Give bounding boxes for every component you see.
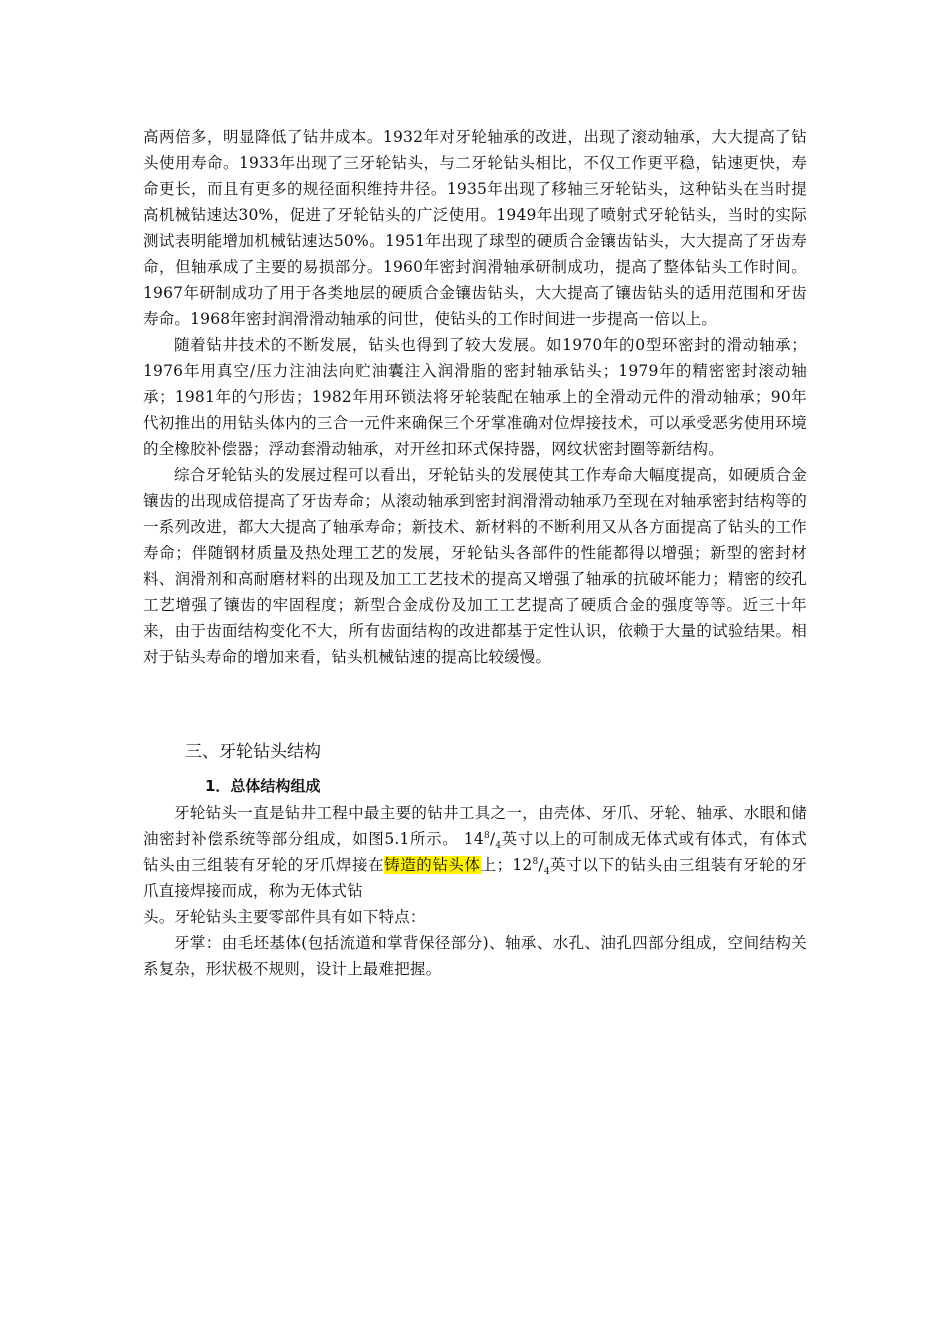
history-paragraph-1: 高两倍多，明显降低了钻井成本。1932年对牙轮轴承的改进，出现了滚动轴承，大大提高了钻头使用寿命。1933年出现了三牙轮钻头，与二牙轮钻头相比，不仅工作更平稳，钻速更快，寿命更长，而且有更多的规径面积维持井径。1935年出现了移轴三牙轮钻头，这种钻头在当时提高机械钻速达30%，促进了牙轮钻头的广泛使用。1949年出现了喷射式牙轮钻头，当时的实际测试表明能增加机械钻速达50%。1951年出现了球型的硬质合金镶齿钻头，大大提高了牙齿寿命，但轴承成了主要的易损部分。1960年密封润滑轴承研制成功，提高了整体钻头工作时间。1967年研制成功了用于各类地层的硬质合金镶齿钻头，大大提高了镶齿钻头的适用范围和牙齿寿命。1968年密封润滑滑动轴承的问世，使钻头的工作时间进一步提高一倍以上。 [143, 128, 807, 328]
fraction-slash: / [489, 830, 496, 848]
fraction-numerator: 8 [483, 830, 490, 841]
structure-paragraph-2: 头。牙轮钻头主要零部件具有如下特点： [143, 908, 426, 926]
structure-paragraph-1 [143, 800, 807, 904]
structure-text-a: 牙轮钻头一直是钻井工程中最主要的钻井工具之一，由壳体、牙爪、牙轮、轴承、水眼和储油密封补偿系统等部分组成，如图5.1所示。 14 [143, 804, 807, 848]
structure-text-c: 上；12 [480, 856, 533, 874]
fraction-numerator: 8 [532, 856, 539, 867]
history-paragraph-2: 随着钻井技术的不断发展，钻头也得到了较大发展。如1970年的0型环密封的滑动轴承；1976年用真空/压力注油法向贮油囊注入润滑脂的密封轴承钻头；1979年的精密密封滚动轴承；1981年的勺形齿；1982年用环锁法将牙轮装配在轴承上的全滑动元件的滑动轴承；90年代初推出的用钻头体内的三合一元件来确保三个牙掌准确对位焊接技术，可以承受恶劣使用环境的全橡胶补偿器；浮动套滑动轴承，对开丝扣环式保持器，网纹状密封圈等新结构。 [143, 336, 807, 458]
highlighted-text: 铸造的钻头体 [384, 856, 481, 874]
structure-section [143, 800, 807, 982]
structure-text-b: 英寸以上的可制成无体式或有体式，有体式钻头由三组装有牙轮的牙爪焊接在 [143, 830, 807, 874]
fraction-slash: / [538, 856, 544, 874]
fraction-denominator: 4 [495, 841, 502, 852]
history-section [143, 124, 807, 670]
fraction-denominator: 4 [543, 867, 550, 878]
structure-text-d: 英寸以下的钻头由三组装有牙轮的牙爪直接焊接而成，称为无体式钻 [143, 856, 807, 900]
section-heading: 三、牙轮钻头结构 [185, 742, 321, 762]
subsection-heading: 1．总体结构组成 [205, 777, 321, 795]
structure-paragraph-3: 牙掌：由毛坯基体(包括流道和掌背保径部分)、轴承、水孔、油孔四部分组成，空间结构关系复杂，形状极不规则，设计上最难把握。 [143, 934, 807, 978]
history-paragraph-3: 综合牙轮钻头的发展过程可以看出，牙轮钻头的发展使其工作寿命大幅度提高，如硬质合金镶齿的出现成倍提高了牙齿寿命；从滚动轴承到密封润滑滑动轴承乃至现在对轴承密封结构等的一系列改进，都大大提高了轴承寿命；新技术、新材料的不断利用又从各方面提高了钻头的工作寿命；伴随钢材质量及热处理工艺的发展，牙轮钻头各部件的性能都得以增强；新型的密封材料、润滑剂和高耐磨材料的出现及加工工艺技术的提高又增强了轴承的抗破坏能力；精密的绞孔工艺增强了镶齿的牢固程度；新型合金成份及加工工艺提高了硬质合金的强度等等。近三十年来，由于齿面结构变化不大，所有齿面结构的改进都基于定性认识，依赖于大量的试验结果。相对于钻头寿命的增加来看，钻头机械钻速的提高比较缓慢。 [143, 466, 807, 666]
